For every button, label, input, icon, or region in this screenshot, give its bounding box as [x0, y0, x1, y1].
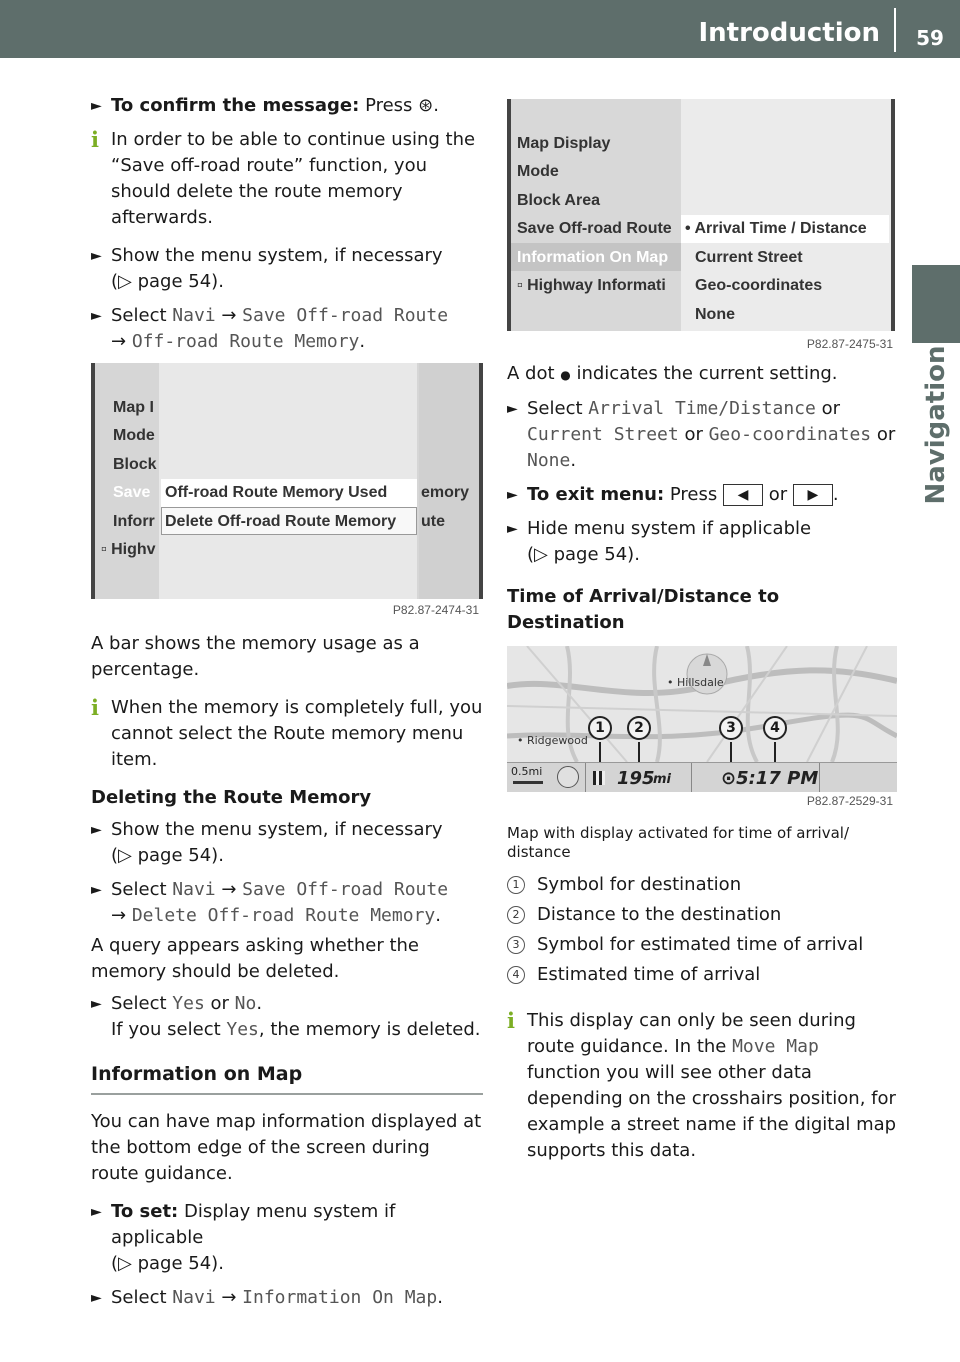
- submenu-item: None: [695, 306, 735, 323]
- distance-value: 195: [617, 768, 655, 789]
- menu-path: Save Off-road Route: [242, 305, 449, 326]
- step-arrow-icon: ►: [507, 401, 518, 417]
- header-divider: [894, 8, 896, 52]
- legend-item: [507, 870, 897, 900]
- step-text: Display menu system if applicable: [111, 1201, 396, 1248]
- page-reference: (▷ page 54).: [111, 1253, 224, 1274]
- step-arrow-icon: ►: [91, 248, 102, 264]
- step-text: or: [678, 424, 709, 445]
- punct: .: [256, 993, 263, 1014]
- menu-path: Navi: [172, 879, 216, 900]
- spacer: [507, 576, 897, 584]
- spacer: [507, 806, 897, 824]
- step-show-menu-1: [91, 243, 483, 295]
- side-tab-marker: [912, 265, 960, 343]
- step-text: Select: [111, 305, 173, 326]
- subheading: Deleting the Route Memory: [91, 787, 372, 808]
- map-scale: 0.5mi: [511, 765, 543, 778]
- info-note-1: [91, 127, 483, 231]
- step-to-set: [91, 1199, 483, 1277]
- step-select-2: [91, 877, 483, 929]
- step-text: If you select: [111, 1019, 227, 1040]
- bar-divider: [585, 763, 586, 792]
- info-text: function you will see other data depending on the crosshairs position, for example a street name if the digital map supports this data.: [527, 1062, 897, 1161]
- option-text: No: [234, 993, 257, 1014]
- map-place-label: • Hillsdale: [667, 676, 724, 689]
- step-arrow-icon: ►: [507, 521, 518, 537]
- menu-path: Information On Map: [242, 1287, 438, 1308]
- function-name: Move Map: [732, 1036, 819, 1057]
- punct: .: [433, 95, 439, 116]
- dot-paragraph: [507, 361, 897, 388]
- step-text: Select: [111, 879, 173, 900]
- step-text: Press: [359, 95, 419, 116]
- compass-icon: [557, 766, 579, 788]
- info-text: This display can only be seen during route guidance. In the: [527, 1010, 856, 1057]
- option-text: Current Street: [527, 424, 679, 445]
- step-exit-menu: [507, 482, 897, 508]
- text: A dot: [507, 363, 561, 384]
- menu-path: Off-road Route Memory: [131, 331, 360, 352]
- punct: .: [437, 1287, 443, 1308]
- step-label: To set:: [111, 1201, 179, 1222]
- option-text: Geo-coordinates: [708, 424, 872, 445]
- menu-path: Save Off-road Route: [242, 879, 449, 900]
- legend-number: 1: [507, 876, 525, 894]
- arrow-icon: →: [215, 305, 243, 326]
- legend-text: Estimated time of arrival: [537, 964, 761, 985]
- punct: .: [570, 450, 577, 471]
- side-tab: [912, 345, 960, 505]
- distance-unit: mi: [653, 772, 672, 787]
- page-reference: (▷ page 54).: [111, 845, 224, 866]
- menu-item-selected: Information On Map: [517, 249, 669, 266]
- menu-item: Mode: [113, 427, 155, 444]
- menu-item: Block: [113, 456, 157, 473]
- step-hide-menu: [507, 516, 897, 568]
- punct: .: [435, 905, 441, 926]
- scale-bar: [513, 781, 543, 784]
- step-text: Show the menu system, if necessary: [111, 819, 443, 840]
- step-arrow-icon: ►: [91, 882, 102, 898]
- figure-route-memory-menu: [91, 363, 483, 617]
- figure-info-on-map-menu: [507, 99, 897, 351]
- figure-code: P82.87-2529-31: [806, 794, 893, 808]
- step-arrow-icon: ►: [91, 996, 102, 1012]
- info-note-2: [91, 695, 483, 773]
- menu-item: Inforr: [113, 513, 155, 530]
- legend-text: Symbol for destination: [537, 874, 742, 895]
- legend-number: 2: [507, 906, 525, 924]
- info-note-3: [507, 1008, 897, 1164]
- step-arrow-icon: ►: [91, 1290, 102, 1306]
- menu-item: Mode: [517, 163, 559, 180]
- step-select-1: [91, 303, 483, 355]
- menu-item: Map Display: [517, 135, 611, 152]
- step-arrow-icon: ►: [507, 487, 518, 503]
- submenu-item: Delete Off-road Route Memory: [165, 513, 397, 530]
- submenu-item: Off-road Route Memory Used: [165, 484, 388, 501]
- callout-4: 4: [763, 716, 787, 740]
- arrow-icon: →: [215, 1287, 243, 1308]
- step-text: or: [763, 484, 793, 505]
- figure-caption: Map with display activated for time of arrival/ distance: [507, 824, 849, 861]
- option-text: Yes: [226, 1019, 259, 1040]
- side-tab-label: Navigation: [921, 345, 951, 505]
- menu-item: Save Off-road Route: [517, 220, 672, 237]
- step-select-4: [91, 1285, 483, 1311]
- punct: .: [359, 331, 366, 352]
- left-column: [91, 93, 483, 1319]
- info-text: In order to be able to continue using the “Save off-road route” function, you should delete the route memory afterwards.: [111, 129, 476, 228]
- page-reference: (▷ page 54).: [111, 271, 224, 292]
- option-text: Yes: [172, 993, 205, 1014]
- option-text: None: [527, 450, 571, 471]
- step-text: , the memory is deleted.: [258, 1019, 481, 1040]
- spacer: [91, 1051, 483, 1061]
- right-key-icon: ▶: [793, 484, 833, 506]
- step-text: or: [204, 993, 235, 1014]
- legend-text: Distance to the destination: [537, 904, 782, 925]
- bar-divider: [691, 763, 692, 792]
- left-key-icon: ◀: [723, 484, 763, 506]
- step-text: Select: [111, 993, 173, 1014]
- map-image: [507, 646, 897, 792]
- legend-number: 4: [507, 966, 525, 984]
- menu-item: ▫ Highway Informati: [517, 277, 666, 294]
- paragraph: A query appears asking whether the memory should be deleted.: [91, 935, 419, 982]
- callout-3: 3: [719, 716, 743, 740]
- step-select-5: [507, 396, 897, 474]
- section-heading: Information on Map: [91, 1061, 483, 1095]
- step-show-menu-2: [91, 817, 483, 869]
- step-text: or: [871, 424, 896, 445]
- callout-2: 2: [627, 716, 651, 740]
- submenu-item: Current Street: [695, 249, 803, 266]
- spacer: [507, 990, 897, 1008]
- screen-border: [91, 363, 95, 599]
- paragraph: A bar shows the memory usage as a percentage.: [91, 633, 420, 680]
- info-icon: i: [91, 127, 99, 152]
- arrow-icon: →: [111, 905, 132, 926]
- arrow-icon: →: [215, 879, 243, 900]
- figure-map: [507, 646, 897, 808]
- bar-divider: [819, 763, 820, 792]
- menu-path: Delete Off-road Route Memory: [131, 905, 436, 926]
- screen-border: [479, 363, 483, 599]
- destination-flag-icon: [593, 771, 605, 785]
- legend-item: [507, 900, 897, 930]
- figure-code: P82.87-2475-31: [806, 337, 893, 351]
- step-label: To exit menu:: [527, 484, 665, 505]
- dot-icon: ●: [560, 368, 571, 382]
- step-text: Show the menu system, if necessary: [111, 245, 443, 266]
- screen-border: [891, 99, 895, 331]
- info-icon: i: [91, 695, 99, 720]
- step-select-3: [91, 991, 483, 1043]
- right-column: [507, 93, 897, 1176]
- page-number: 59: [916, 26, 944, 50]
- step-text: Select: [527, 398, 589, 419]
- submenu-item-selected: • Arrival Time / Distance: [685, 220, 867, 237]
- menu-item: Map I: [113, 399, 154, 416]
- step-text: Hide menu system if applicable: [527, 518, 812, 539]
- subheading: Time of Arrival/Distance to Destination: [507, 586, 780, 633]
- step-text: or: [815, 398, 840, 419]
- step-label: To confirm the message:: [111, 95, 360, 116]
- step-arrow-icon: ►: [91, 1204, 102, 1220]
- text: indicates the current setting.: [570, 363, 838, 384]
- legend-item: [507, 960, 897, 990]
- section-title: Introduction: [698, 18, 880, 48]
- punct: .: [832, 484, 839, 505]
- step-arrow-icon: ►: [91, 98, 102, 114]
- step-arrow-icon: ►: [91, 308, 102, 324]
- screen-image: [91, 363, 483, 599]
- step-confirm: [91, 93, 483, 119]
- step-arrow-icon: ►: [91, 822, 102, 838]
- menu-item-clipped: emory: [421, 484, 470, 501]
- menu-path: Navi: [172, 1287, 216, 1308]
- legend-text: Symbol for estimated time of arrival: [537, 934, 864, 955]
- submenu-item: Geo-coordinates: [695, 277, 823, 294]
- map-place-label: • Ridgewood: [517, 734, 588, 747]
- legend-item: [507, 930, 897, 960]
- menu-item: Block Area: [517, 192, 600, 209]
- menu-path: Navi: [172, 305, 216, 326]
- menu-item: ▫ Highv: [101, 541, 156, 558]
- page-reference: (▷ page 54).: [527, 544, 640, 565]
- arrow-icon: →: [111, 331, 132, 352]
- figure-code: P82.87-2474-31: [392, 603, 479, 617]
- screen-image: [507, 99, 895, 331]
- ok-button-icon: ⊛: [418, 95, 434, 116]
- right-panel: [419, 363, 479, 599]
- screen-border: [507, 99, 511, 331]
- page-header: [0, 0, 960, 58]
- step-text: Press: [664, 484, 723, 505]
- arrival-time: ⊙5:17 PM: [721, 768, 819, 789]
- callout-1: 1: [588, 716, 612, 740]
- map-info-bar: [507, 762, 897, 792]
- menu-item-clipped: ute: [421, 513, 445, 530]
- info-icon: i: [507, 1008, 515, 1033]
- step-text: Select: [111, 1287, 173, 1308]
- menu-item-selected: Save: [113, 484, 151, 501]
- option-text: Arrival Time/Distance: [588, 398, 816, 419]
- legend-number: 3: [507, 936, 525, 954]
- info-text: When the memory is completely full, you cannot select the Route memory menu item.: [111, 697, 483, 770]
- paragraph: You can have map information displayed at the bottom edge of the screen during route guidance.: [91, 1111, 482, 1184]
